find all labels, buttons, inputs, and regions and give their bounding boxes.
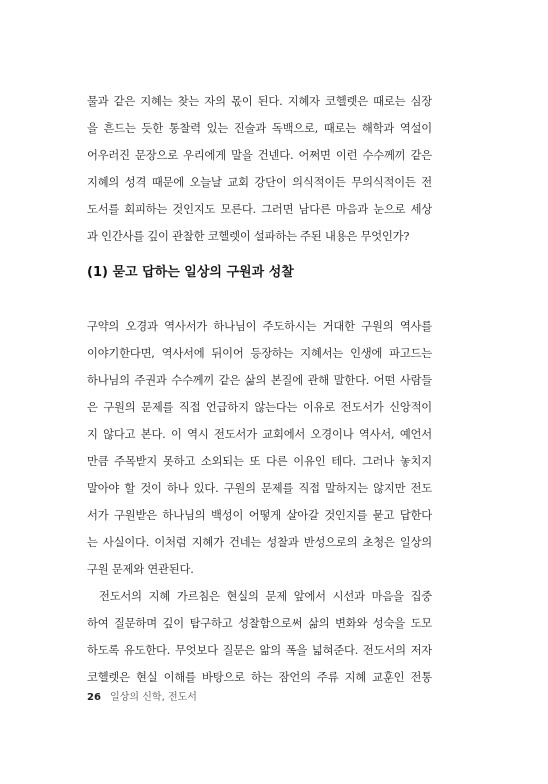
- intro-paragraph: [87, 88, 432, 250]
- text-line: 지 않다고 본다. 이 역시 전도서가 교회에서 오경이나 역사서, 예언서: [87, 428, 432, 441]
- page-number: 26: [87, 692, 101, 703]
- text-line: 하여 질문하며 깊이 탐구하고 성찰함으로써 삶의 변화와 성숙을 도모: [87, 617, 432, 630]
- section-heading: (1) 묻고 답하는 일상의 구원과 성찰: [87, 265, 294, 280]
- text-line: 전도서의 지혜 가르침은 현실의 문제 앞에서 시선과 마음을 집중: [99, 590, 432, 603]
- text-line: 만큼 주목받지 못하고 소외되는 또 다른 이유인 테다. 그러나 놓치지: [87, 455, 432, 468]
- text-line: 도서를 회피하는 것인지도 모른다. 그러면 남다른 마음과 눈으로 세상: [87, 203, 432, 216]
- text-line: 코헬렛은 현실 이해를 바탕으로 하는 잠언의 주류 지혜 교훈인 전통: [87, 671, 432, 684]
- text-line: 구약의 오경과 역사서가 하나님이 주도하시는 거대한 구원의 역사를: [87, 320, 432, 333]
- text-line: 하도록 유도한다. 무엇보다 질문은 앎의 폭을 넓혀준다. 전도서의 저자: [87, 644, 432, 657]
- text-line: 물과 같은 지혜는 찾는 자의 몫이 된다. 지혜자 코헬렛은 때로는 심장: [87, 95, 432, 108]
- text-line: 는 사실이다. 이처럼 지혜가 건네는 성찰과 반성으로의 초청은 일상의: [87, 536, 432, 549]
- section-paragraphs: [87, 313, 432, 691]
- text-line: 이야기한다면, 역사서에 뒤이어 등장하는 지혜서는 인생에 파고드는: [87, 347, 432, 360]
- text-line: 서가 구원받은 하나님의 백성이 어떻게 살아갈 것인지를 묻고 답한다: [87, 509, 432, 522]
- page-footer: [87, 688, 197, 703]
- text-line: 지혜의 성격 때문에 오늘날 교회 강단이 의식적이든 무의식적이든 전: [87, 176, 432, 189]
- running-title: 일상의 신학, 전도서: [110, 692, 197, 703]
- text-line: 구원 문제와 연관된다.: [87, 563, 194, 576]
- text-line: 은 구원의 문제를 직접 언급하지 않는다는 이유로 전도서가 신앙적이: [87, 401, 432, 414]
- text-line: 하나님의 주권과 수수께끼 같은 삶의 본질에 관해 말한다. 어떤 사람들: [87, 374, 432, 387]
- text-line: 과 인간사를 깊이 관찰한 코헬렛이 설파하는 주된 내용은 무엇인가?: [87, 230, 410, 243]
- text-line: 을 흔드는 듯한 통찰력 있는 진술과 독백으로, 때로는 해학과 역설이: [87, 122, 432, 135]
- text-line: 어우러진 문장으로 우리에게 말을 건넨다. 어쩌면 이런 수수께끼 같은: [87, 149, 432, 162]
- text-line: 말아야 할 것이 하나 있다. 구원의 문제를 직접 말하지는 않지만 전도: [87, 482, 432, 495]
